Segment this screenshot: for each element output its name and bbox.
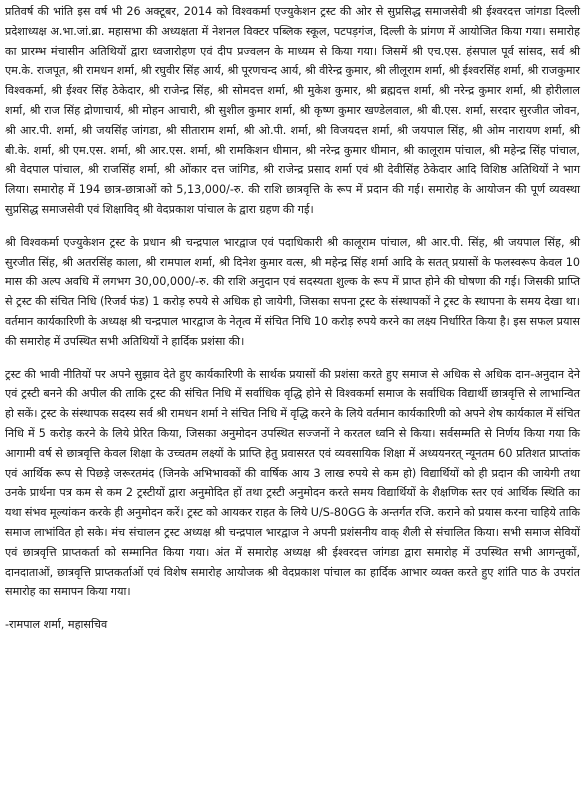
paragraph-event-report: प्रतिवर्ष की भांति इस वर्ष भी 26 अक्टूबर, 2014 को विश्वकर्मा एज्युकेशन ट्रस्ट की ओर से सुप्रसिद्ध समाजसेवी श्री ईश्वरदत्त जांगडा दिल्ली प्रदेशाध्यक्ष अ.भा.जां.ब्रा. महासभा की अध्यक्षता में नेशनल विक्टर पब्लिक स्कूल, पटपड़गंज, दिल्ली के प्रांगण में आयोजित किया गया। समारोह का प्रारम्भ मंचासीन अतिथियों द्वारा ध्वजारोहण एवं दीप प्रज्वलन के माध्यम से किया गया। जिसमें श्री एच.एस. हंसपाल पूर्व सांसद, सर्व श्री एम.के. राजपूत, श्री रामधन शर्मा, श्री रघुवीर सिंह आर्य, श्री पूरणचन्द आर्य, श्री वीरेन्द्र कुमार, श्री लीलूराम शर्मा, श्री ईश्वरसिंह शर्मा, श्री राजकुमार विश्वकर्मा, श्री ईश्वर सिंह ठेकेदार, श्री राजेन्द्र सिंह, श्री सोमदत्त शर्मा, श्री मुकेश कुमार, श्री ब्रह्मदत्त शर्मा, श्री नरेन्द्र कुमार शर्मा, श्री होरीलाल शर्मा, श्री राज सिंह द्रोणाचार्य, श्री मोहन आचारी, श्री सुशील कुमार शर्मा, श्री कृष्ण कुमार खण्डेलवाल, श्री बी.एस. शर्मा, सरदार सुरजीत जोवन, श्री आर.पी. शर्मा, श्री जयसिंह जांगडा, श्री सीताराम शर्मा, श्री ओ.पी. शर्मा, श्री विजयदत्त शर्मा, श्री जयपाल सिंह, श्री ओम नारायण शर्मा, श्री बी.के. शर्मा, श्री एम.एस. शर्मा, श्री आर.एस. शर्मा, श्री रामकिशन धीमान, श्री नरेन्द्र कुमार धीमान, श्री कालूराम पांचाल, श्री महेन्द्र सिंह पांचाल, श्री वेदपाल पांचाल, श्री राजसिंह शर्मा, श्री ओंकार दत्त जांगिड, श्री राजेन्द्र प्रसाद शर्मा एवं श्री देवीसिंह ठेकेदार आदि विशिष्ठ अतिथियों ने भाग लिया। समारोह में 194 छात्र-छात्राओं को 5,13,000/-रु. की राशि छात्रवृत्ति के रूप में प्रदान की गई। समारोह के आयोजन की पूर्ण व्यवस्था सुप्रसिद्ध समाजसेवी एवं शिक्षाविद् श्री वेदप्रकाश पांचाल के द्वारा ग्रहण की गई। [5,5,580,216]
signature: -रामपाल शर्मा, महासचिव [5,618,108,632]
paragraph-trust-fund: श्री विश्वकर्मा एज्युकेशन ट्रस्ट के प्रधान श्री चन्द्रपाल भारद्वाज एवं पदाधिकारी श्री कालूराम पांचाल, श्री आर.पी. सिंह, श्री जयपाल सिंह, श्री सुरजीत सिंह, श्री अतरसिंह काला, श्री रामपाल शर्मा, श्री दिनेश कुमार वत्स, श्री महेन्द्र सिंह शर्मा आदि के सतत् प्रयासों के फलस्वरूप केवल 10 मास की अल्प अवधि में लगभग 30,00,000/-रु. की राशि अनुदान एवं सदस्यता शुल्क के रूप में प्राप्त होने की घोषणा की गई। जिसकी प्राप्ति से ट्रस्ट की संचित निधि (रिजर्व फंड) 1 करोड़ रुपये से अधिक हो जायेगी, जिसका सपना ट्रस्ट के संस्थापकों ने ट्रस्ट के स्थापना के समय देखा था। वर्तमान कार्यकारिणी के अध्यक्ष श्री चन्द्रपाल भारद्वाज के नेतृत्व में संचित निधि 10 करोड़ रुपये करने का लक्ष्य निर्धारित किया है। इस सफल प्रयास की समारोह में उपस्थित सभी अतिथियों ने हार्दिक प्रशंसा की। [5,235,580,348]
paragraph-policies: ट्रस्ट की भावी नीतियों पर अपने सुझाव देते हुए कार्यकारिणी के सार्थक प्रयासों की प्रशंसा करते हुए समाज से अधिक से अधिक दान-अनुदान देने एवं ट्रस्टी बनने की अपील की ताकि ट्रस्ट की संचित निधि में सर्वाधिक वृद्धि होने से विश्वकर्मा समाज के सर्वाधिक विद्यार्थी छात्रवृत्ति से लाभान्वित हो सकें। ट्रस्ट के संस्थापक सदस्य सर्व श्री रामधन शर्मा ने संचित निधि में वृद्धि करने के लिये वर्तमान कार्यकारिणी को अपने शेष कार्यकाल में संचित निधि में 5 करोड़ करने के लिये प्रेरित किया, जिसका अनुमोदन उपस्थित सज्जनों ने करतल ध्वनि से किया। सर्वसम्मति से निर्णय किया गया कि आगामी वर्ष से छात्रवृत्ति केवल शिक्षा के उच्चतम लक्ष्यों के प्राप्ति हेतु प्रवासरत एवं व्यवसायिक शिक्षा में अध्ययनरत् न्यूनतम 60 प्रतिशत प्राप्तांक एवं आर्थिक रूप से पिछड़े जरूरतमंद (जिनके अभिभावकों की वार्षिक आय 3 लाख रुपये से कम हो) विद्यार्थियों को ही प्रदान की जायेगी तथा उनके प्रार्थना पत्र कम से कम 2 ट्रस्टीयों द्वारा अनुमोदित हों तथा ट्रस्टी अनुमोदन करते समय विद्यार्थियों के शैक्षणिक स्तर एवं आर्थिक स्थिति का यथा संभव मूल्यांकन करके ही अनुमोदन करें। ट्रस्ट को आयकर राहत के लिये U/S-80GG के अन्तर्गत रजि. कराने को प्रयास करना चाहिये ताकि समाज लाभांवित हो सके। मंच संचालन ट्रस्ट अध्यक्ष श्री चन्द्रपाल भारद्वाज ने अपनी प्रशंसनीय वाक् शैली से संचालित किया। सभी समाज सेवियों एवं छात्रवृत्ति प्राप्तकर्ता को सम्मानित किया गया। अंत में समारोह अध्यक्ष श्री ईश्वरदत्त जांगडा द्वारा समारोह में उपस्थित सभी आगन्तुकों, दानदाताओं, छात्रवृत्ति प्राप्तकर्ताओं एवं विशेष समारोह आयोजक श्री वेदप्रकाश पांचाल का हार्दिक आभार व्यक्त करते हुए शांति पाठ के उपरांत समारोह का समापन किया गया। [5,367,580,599]
